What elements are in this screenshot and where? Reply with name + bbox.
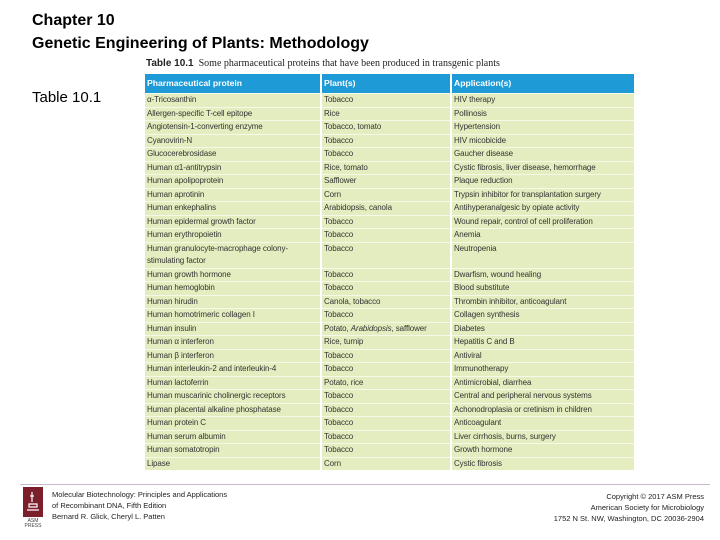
- book-edition: of Recombinant DNA, Fifth Edition: [52, 501, 167, 510]
- application-cell: Neutropenia: [451, 242, 634, 268]
- publisher: American Society for Microbiology: [590, 503, 704, 512]
- application-cell: Anemia: [451, 229, 634, 243]
- plant-cell: Corn: [321, 457, 451, 470]
- protein-cell: Glucocerebrosidase: [145, 148, 321, 162]
- application-cell: Diabetes: [451, 322, 634, 336]
- application-cell: Cystic fibrosis: [451, 457, 634, 470]
- table-row: [145, 94, 634, 108]
- plant-cell: Tobacco, tomato: [321, 121, 451, 135]
- asm-press-logo: [23, 487, 43, 517]
- table-row: [145, 121, 634, 135]
- copyright-block: [554, 491, 704, 524]
- column-header-applications: Application(s): [451, 74, 634, 94]
- protein-cell: Cyanovirin-N: [145, 134, 321, 148]
- publisher-address: 1752 N St. NW, Washington, DC 20036-2904: [553, 514, 704, 523]
- slide-label: Table 10.1: [32, 89, 102, 106]
- table-row: [145, 295, 634, 309]
- table-row: [145, 107, 634, 121]
- plant-cell: Rice: [321, 107, 451, 121]
- microscope-icon: [26, 490, 40, 514]
- protein-cell: Human lactoferrin: [145, 376, 321, 390]
- table-row: [145, 417, 634, 431]
- plant-cell: Corn: [321, 188, 451, 202]
- application-cell: HIV micobicide: [451, 134, 634, 148]
- chapter-title: Genetic Engineering of Plants: Methodology: [32, 35, 369, 52]
- plant-cell: Tobacco: [321, 148, 451, 162]
- column-header-plants: Plant(s): [321, 74, 451, 94]
- protein-cell: Angiotensin-1-converting enzyme: [145, 121, 321, 135]
- plant-cell: Rice, turnip: [321, 336, 451, 350]
- protein-cell: Human β interferon: [145, 349, 321, 363]
- protein-cell: Human insulin: [145, 322, 321, 336]
- plant-cell: Tobacco: [321, 229, 451, 243]
- application-cell: Achonodroplasia or cretinism in children: [451, 403, 634, 417]
- protein-cell: Human erythropoietin: [145, 229, 321, 243]
- protein-cell: Human serum albumin: [145, 430, 321, 444]
- table-row: [145, 336, 634, 350]
- plant-cell: Arabidopsis, canola: [321, 202, 451, 216]
- book-citation: [52, 489, 227, 522]
- table-row: [145, 349, 634, 363]
- protein-cell: Human interleukin-2 and interleukin-4: [145, 363, 321, 377]
- plant-cell: Tobacco: [321, 444, 451, 458]
- table-row: [145, 403, 634, 417]
- plant-cell: Tobacco: [321, 268, 451, 282]
- column-header-protein: Pharmaceutical protein: [145, 74, 321, 94]
- protein-cell: Human enkephalins: [145, 202, 321, 216]
- book-title: Molecular Biotechnology: Principles and Applications: [52, 490, 228, 499]
- pharmaceutical-proteins-table: [145, 74, 634, 470]
- table-row: [145, 282, 634, 296]
- application-cell: Cystic fibrosis, liver disease, hemorrhage: [451, 161, 634, 175]
- application-cell: Plaque reduction: [451, 175, 634, 189]
- application-cell: Immunotherapy: [451, 363, 634, 377]
- application-cell: Liver cirrhosis, burns, surgery: [451, 430, 634, 444]
- application-cell: HIV therapy: [451, 94, 634, 108]
- table-row: [145, 229, 634, 243]
- table-row: [145, 202, 634, 216]
- plant-cell: Tobacco: [321, 134, 451, 148]
- plant-cell: Tobacco: [321, 215, 451, 229]
- application-cell: Collagen synthesis: [451, 309, 634, 323]
- plant-cell: Potato, Arabidopsis, safflower: [321, 322, 451, 336]
- protein-cell: Allergen-specific T-cell epitope: [145, 107, 321, 121]
- table-row: [145, 457, 634, 470]
- application-cell: Blood substitute: [451, 282, 634, 296]
- protein-cell: Human epidermal growth factor: [145, 215, 321, 229]
- protein-cell: Human granulocyte-macrophage colony-stimulating factor: [145, 242, 321, 268]
- protein-cell: Human hirudin: [145, 295, 321, 309]
- plant-cell: Tobacco: [321, 390, 451, 404]
- plant-cell: Tobacco: [321, 242, 451, 268]
- application-cell: Anticoagulant: [451, 417, 634, 431]
- footer-divider: [20, 484, 710, 485]
- application-cell: Wound repair, control of cell proliferation: [451, 215, 634, 229]
- application-cell: Hepatitis C and B: [451, 336, 634, 350]
- plant-cell: Tobacco: [321, 430, 451, 444]
- protein-cell: Human homotrimeric collagen I: [145, 309, 321, 323]
- application-cell: Antihyperanalgesic by opiate activity: [451, 202, 634, 216]
- table-row: [145, 188, 634, 202]
- application-cell: Gaucher disease: [451, 148, 634, 162]
- protein-cell: Human placental alkaline phosphatase: [145, 403, 321, 417]
- plant-cell: Tobacco: [321, 363, 451, 377]
- table-caption: [146, 58, 500, 70]
- plant-cell: Tobacco: [321, 349, 451, 363]
- application-cell: Central and peripheral nervous systems: [451, 390, 634, 404]
- plant-cell: Tobacco: [321, 94, 451, 108]
- protein-cell: Human growth hormone: [145, 268, 321, 282]
- table-row: [145, 161, 634, 175]
- table-header-row: [145, 74, 634, 94]
- table-row: [145, 242, 634, 268]
- table-row: [145, 134, 634, 148]
- table-row: [145, 390, 634, 404]
- protein-cell: Human hemoglobin: [145, 282, 321, 296]
- application-cell: Dwarfism, wound healing: [451, 268, 634, 282]
- table-row: [145, 363, 634, 377]
- plant-cell: Rice, tomato: [321, 161, 451, 175]
- table-number: Table 10.1: [146, 58, 194, 69]
- table-row: [145, 215, 634, 229]
- application-cell: Antiviral: [451, 349, 634, 363]
- plant-cell: Canola, tobacco: [321, 295, 451, 309]
- protein-cell: Human muscarinic cholinergic receptors: [145, 390, 321, 404]
- table-caption-text: Some pharmaceutical proteins that have been produced in transgenic plants: [198, 58, 500, 69]
- protein-cell: Human somatotropin: [145, 444, 321, 458]
- application-cell: Growth hormone: [451, 444, 634, 458]
- table-row: [145, 268, 634, 282]
- italic-species: Arabidopsis: [350, 323, 392, 333]
- protein-cell: Human α interferon: [145, 336, 321, 350]
- application-cell: Thrombin inhibitor, anticoagulant: [451, 295, 634, 309]
- plant-cell: Tobacco: [321, 403, 451, 417]
- protein-cell: Human aprotinin: [145, 188, 321, 202]
- table-row: [145, 309, 634, 323]
- protein-cell: Human protein C: [145, 417, 321, 431]
- application-cell: Antimicrobial, diarrhea: [451, 376, 634, 390]
- chapter-number: Chapter 10: [32, 12, 115, 29]
- application-cell: Hypertension: [451, 121, 634, 135]
- table-row: [145, 322, 634, 336]
- table-row: [145, 376, 634, 390]
- copyright: Copyright © 2017 ASM Press: [606, 492, 704, 501]
- plant-cell: Tobacco: [321, 282, 451, 296]
- table-row: [145, 175, 634, 189]
- plant-cell: Safflower: [321, 175, 451, 189]
- plant-cell: Tobacco: [321, 309, 451, 323]
- plant-cell: Potato, rice: [321, 376, 451, 390]
- book-authors: Bernard R. Glick, Cheryl L. Patten: [52, 512, 165, 521]
- application-cell: Pollinosis: [451, 107, 634, 121]
- protein-cell: Lipase: [145, 457, 321, 470]
- protein-cell: α-Tricosanthin: [145, 94, 321, 108]
- protein-cell: Human α1-antitrypsin: [145, 161, 321, 175]
- table-row: [145, 430, 634, 444]
- table-row: [145, 148, 634, 162]
- protein-cell: Human apolipoprotein: [145, 175, 321, 189]
- table-row: [145, 444, 634, 458]
- logo-text: ASM PRESS: [24, 518, 42, 529]
- application-cell: Trypsin inhibitor for transplantation surgery: [451, 188, 634, 202]
- plant-cell: Tobacco: [321, 417, 451, 431]
